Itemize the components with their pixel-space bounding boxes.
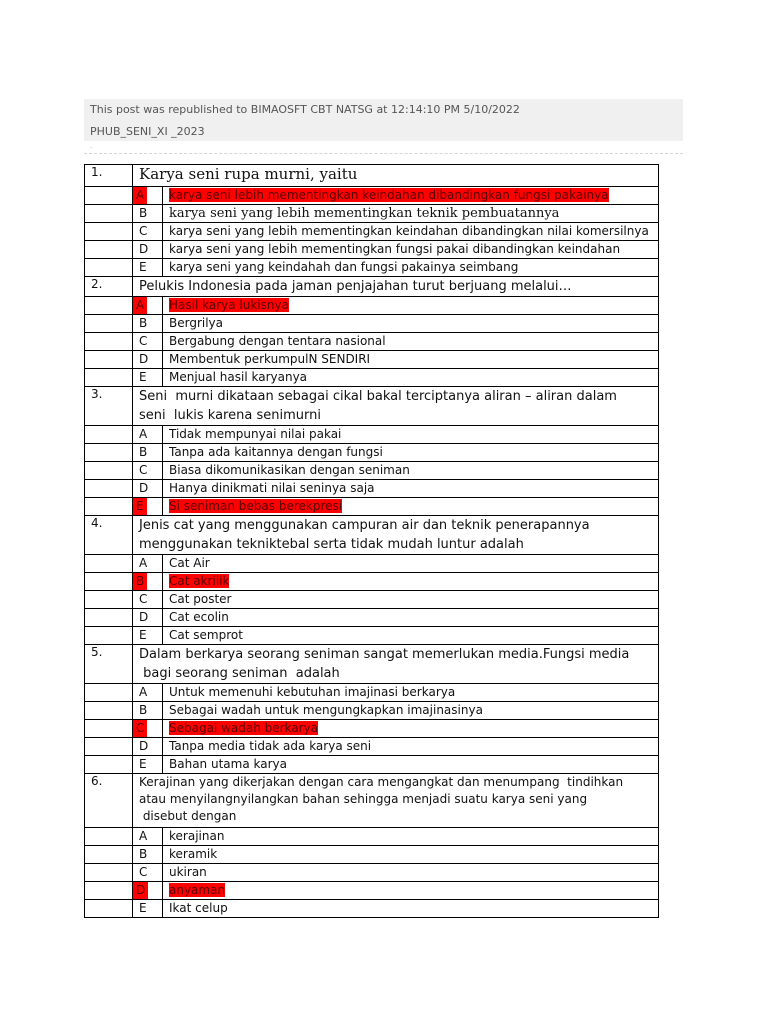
option-spacer-cell	[85, 627, 133, 645]
option-letter-cell	[133, 864, 163, 882]
option-text-cell	[163, 627, 659, 645]
option-letter-cell	[133, 684, 163, 702]
option-letter: E	[139, 901, 147, 915]
option-letter: D	[133, 882, 148, 899]
option-letter-cell	[133, 702, 163, 720]
option-text-highlighted: Cat akrilik	[169, 574, 230, 588]
option-letter-cell	[133, 846, 163, 864]
option-text-cell	[163, 498, 659, 516]
option-letter: E	[133, 498, 147, 515]
question-text-line: bagi seorang seniman adalah	[139, 666, 340, 681]
option-text: Bergrilya	[169, 316, 224, 330]
option-text-cell	[163, 828, 659, 846]
question-row	[85, 774, 659, 828]
option-letter-cell	[133, 297, 163, 315]
option-spacer-cell	[85, 297, 133, 315]
option-text-cell	[163, 591, 659, 609]
option-spacer-cell	[85, 720, 133, 738]
option-letter-cell	[133, 462, 163, 480]
option-text: Membentuk perkumpulN SENDIRI	[169, 352, 371, 366]
option-letter-cell	[133, 259, 163, 277]
option-text: karya seni yang lebih mementingkan keindahan dibandingkan nilai komersilnya	[169, 224, 649, 238]
option-spacer-cell	[85, 828, 133, 846]
option-row	[85, 498, 659, 516]
option-text-cell	[163, 297, 659, 315]
question-text-line: disebut dengan	[139, 809, 237, 823]
option-row	[85, 684, 659, 702]
option-letter: C	[139, 334, 148, 348]
option-row	[85, 480, 659, 498]
option-text: Tanpa media tidak ada karya seni	[169, 739, 372, 753]
option-letter-cell	[133, 369, 163, 387]
option-text: Ikat celup	[169, 901, 228, 915]
option-letter: E	[139, 260, 147, 274]
question-number: 1.	[85, 165, 133, 187]
option-letter: D	[139, 739, 149, 753]
option-letter-cell	[133, 333, 163, 351]
option-row	[85, 900, 659, 918]
option-text-cell	[163, 573, 659, 591]
option-letter: C	[139, 224, 148, 238]
option-letter-cell	[133, 738, 163, 756]
question-text	[133, 277, 659, 297]
question-text-line: atau menyilangnyilangkan bahan sehingga menjadi suatu karya seni yang	[139, 792, 588, 806]
option-row	[85, 462, 659, 480]
option-letter: A	[139, 427, 148, 441]
option-text-highlighted: anyaman	[169, 883, 226, 897]
option-row	[85, 315, 659, 333]
option-letter: D	[139, 610, 149, 624]
option-spacer-cell	[85, 609, 133, 627]
option-text-cell	[163, 351, 659, 369]
option-spacer-cell	[85, 702, 133, 720]
option-spacer-cell	[85, 555, 133, 573]
option-spacer-cell	[85, 684, 133, 702]
option-text: Untuk memenuhi kebutuhan imajinasi berkarya	[169, 685, 456, 699]
banner-divider	[84, 153, 683, 154]
option-row	[85, 738, 659, 756]
option-letter: B	[139, 445, 148, 459]
option-text: karya seni yang lebih mementingkan teknik pembuatannya	[169, 206, 560, 221]
option-row	[85, 369, 659, 387]
option-text: karya seni yang keindahah dan fungsi pakainya seimbang	[169, 260, 519, 274]
option-text: kerajinan	[169, 829, 225, 843]
option-spacer-cell	[85, 756, 133, 774]
option-text: Cat Air	[169, 556, 210, 570]
option-row	[85, 864, 659, 882]
option-letter: C	[139, 592, 148, 606]
option-letter: E	[139, 757, 147, 771]
option-letter: D	[139, 352, 149, 366]
option-row	[85, 223, 659, 241]
option-row	[85, 627, 659, 645]
question-number: 5.	[85, 645, 133, 684]
option-text-cell	[163, 684, 659, 702]
option-row	[85, 591, 659, 609]
option-row	[85, 828, 659, 846]
option-letter: E	[139, 628, 147, 642]
option-text-cell	[163, 241, 659, 259]
option-row	[85, 259, 659, 277]
option-letter: D	[139, 242, 149, 256]
option-row	[85, 297, 659, 315]
option-spacer-cell	[85, 864, 133, 882]
option-spacer-cell	[85, 205, 133, 223]
option-row	[85, 351, 659, 369]
option-letter: B	[139, 703, 148, 717]
option-letter-cell	[133, 609, 163, 627]
option-letter-cell	[133, 720, 163, 738]
option-letter: A	[139, 685, 148, 699]
option-spacer-cell	[85, 900, 133, 918]
option-row	[85, 444, 659, 462]
option-text-cell	[163, 702, 659, 720]
option-letter: A	[133, 187, 147, 204]
option-text-cell	[163, 205, 659, 223]
option-text-cell	[163, 480, 659, 498]
option-row	[85, 756, 659, 774]
question-number: 4.	[85, 516, 133, 555]
option-letter: B	[139, 847, 148, 861]
option-letter-cell	[133, 187, 163, 205]
option-letter-cell	[133, 591, 163, 609]
question-text	[133, 516, 659, 555]
option-spacer-cell	[85, 187, 133, 205]
question-text-line: Seni murni dikataan sebagai cikal bakal terciptanya aliran – aliran dalam	[139, 389, 617, 404]
option-letter-cell	[133, 756, 163, 774]
question-text-line: seni lukis karena senimurni	[139, 408, 321, 423]
option-text-cell	[163, 315, 659, 333]
option-row	[85, 846, 659, 864]
option-letter-cell	[133, 480, 163, 498]
option-letter: B	[139, 316, 148, 330]
quiz-table	[84, 164, 659, 918]
option-text-cell	[163, 846, 659, 864]
option-letter-cell	[133, 223, 163, 241]
option-text: Hanya dinikmati nilai seninya saja	[169, 481, 375, 495]
question-text	[133, 774, 659, 828]
option-text-cell	[163, 882, 659, 900]
option-letter-cell	[133, 205, 163, 223]
option-row	[85, 555, 659, 573]
option-row	[85, 702, 659, 720]
option-letter: C	[133, 720, 147, 737]
document-title: PHUB_SENI_XI _2023	[90, 125, 205, 138]
question-text-line: Jenis cat yang menggunakan campuran air dan teknik penerapannya	[139, 518, 590, 533]
option-text-highlighted: karya seni lebih mementingkan keindahan dibandingkan fungsi pakainya	[169, 188, 609, 202]
option-letter: A	[133, 297, 147, 314]
option-spacer-cell	[85, 480, 133, 498]
option-text-cell	[163, 756, 659, 774]
option-text-cell	[163, 187, 659, 205]
option-spacer-cell	[85, 444, 133, 462]
option-row	[85, 187, 659, 205]
question-text	[133, 165, 659, 187]
option-text-cell	[163, 259, 659, 277]
option-row	[85, 426, 659, 444]
option-letter-cell	[133, 315, 163, 333]
option-letter-cell	[133, 882, 163, 900]
quiz-body	[85, 165, 659, 918]
option-letter-cell	[133, 573, 163, 591]
option-text-highlighted: Hasil karya lukisnya	[169, 298, 289, 312]
question-text-line: Pelukis Indonesia pada jaman penjajahan turut berjuang melalui…	[139, 279, 572, 294]
option-text: Cat poster	[169, 592, 232, 606]
option-text: keramik	[169, 847, 218, 861]
option-letter-cell	[133, 241, 163, 259]
question-text	[133, 645, 659, 684]
option-spacer-cell	[85, 738, 133, 756]
option-spacer-cell	[85, 259, 133, 277]
option-text-cell	[163, 223, 659, 241]
option-text: Bahan utama karya	[169, 757, 287, 771]
option-row	[85, 205, 659, 223]
option-letter: A	[139, 556, 148, 570]
option-text: Cat ecolin	[169, 610, 229, 624]
option-text-cell	[163, 555, 659, 573]
question-row	[85, 387, 659, 426]
option-spacer-cell	[85, 369, 133, 387]
option-spacer-cell	[85, 223, 133, 241]
option-text: ukiran	[169, 865, 207, 879]
option-text-cell	[163, 900, 659, 918]
option-letter-cell	[133, 555, 163, 573]
question-row	[85, 165, 659, 187]
option-letter: C	[139, 463, 148, 477]
question-text-line: menggunakan tekniktebal serta tidak mudah luntur adalah	[139, 537, 524, 552]
option-spacer-cell	[85, 573, 133, 591]
option-text: Tidak mempunyai nilai pakai	[169, 427, 342, 441]
option-row	[85, 573, 659, 591]
option-letter-cell	[133, 828, 163, 846]
option-text-highlighted: Sebagai wadah berkarya	[169, 721, 319, 735]
option-row	[85, 882, 659, 900]
option-text-cell	[163, 369, 659, 387]
question-number: 6.	[85, 774, 133, 828]
question-text	[133, 387, 659, 426]
republish-banner	[84, 99, 683, 141]
option-text: karya seni yang lebih mementingkan fungsi pakai dibandingkan keindahan	[169, 242, 621, 256]
option-spacer-cell	[85, 462, 133, 480]
option-letter: C	[139, 865, 148, 879]
option-row	[85, 241, 659, 259]
option-letter-cell	[133, 444, 163, 462]
option-spacer-cell	[85, 882, 133, 900]
option-spacer-cell	[85, 846, 133, 864]
option-text-cell	[163, 609, 659, 627]
option-text: Biasa dikomunikasikan dengan seniman	[169, 463, 410, 477]
question-number: 3.	[85, 387, 133, 426]
option-text-cell	[163, 444, 659, 462]
option-letter: B	[133, 573, 147, 590]
option-text: Cat semprot	[169, 628, 243, 642]
option-letter-cell	[133, 426, 163, 444]
option-row	[85, 609, 659, 627]
option-spacer-cell	[85, 351, 133, 369]
option-letter-cell	[133, 627, 163, 645]
option-spacer-cell	[85, 333, 133, 351]
question-number: 2.	[85, 277, 133, 297]
option-letter: A	[139, 829, 148, 843]
question-text-line: Kerajinan yang dikerjakan dengan cara mengangkat dan menumpang tindihkan	[139, 775, 624, 789]
option-spacer-cell	[85, 315, 133, 333]
question-text-line: Dalam berkarya seorang seniman sangat memerlukan media.Fungsi media	[139, 647, 630, 662]
option-letter: D	[139, 481, 149, 495]
option-text-cell	[163, 738, 659, 756]
option-text: Sebagai wadah untuk mengungkapkan imajinasinya	[169, 703, 483, 717]
question-text-line: Karya seni rupa murni, yaitu	[139, 165, 358, 183]
republish-notice: This post was republished to BIMAOSFT CBT NATSG at 12:14:10 PM 5/10/2022	[90, 103, 520, 116]
option-text-highlighted: Si seniman bebas berekpresi	[169, 499, 343, 513]
option-letter: B	[139, 206, 148, 220]
option-spacer-cell	[85, 498, 133, 516]
option-spacer-cell	[85, 241, 133, 259]
option-text: Bergabung dengan tentara nasional	[169, 334, 386, 348]
option-text-cell	[163, 333, 659, 351]
banner-dot: .	[90, 141, 93, 150]
option-spacer-cell	[85, 426, 133, 444]
option-text-cell	[163, 426, 659, 444]
question-row	[85, 645, 659, 684]
option-row	[85, 333, 659, 351]
option-letter: E	[139, 370, 147, 384]
option-spacer-cell	[85, 591, 133, 609]
option-letter-cell	[133, 900, 163, 918]
option-letter-cell	[133, 351, 163, 369]
option-letter-cell	[133, 498, 163, 516]
option-text-cell	[163, 720, 659, 738]
question-row	[85, 277, 659, 297]
option-text-cell	[163, 462, 659, 480]
option-text: Menjual hasil karyanya	[169, 370, 308, 384]
option-text: Tanpa ada kaitannya dengan fungsi	[169, 445, 383, 459]
question-row	[85, 516, 659, 555]
option-row	[85, 720, 659, 738]
option-text-cell	[163, 864, 659, 882]
